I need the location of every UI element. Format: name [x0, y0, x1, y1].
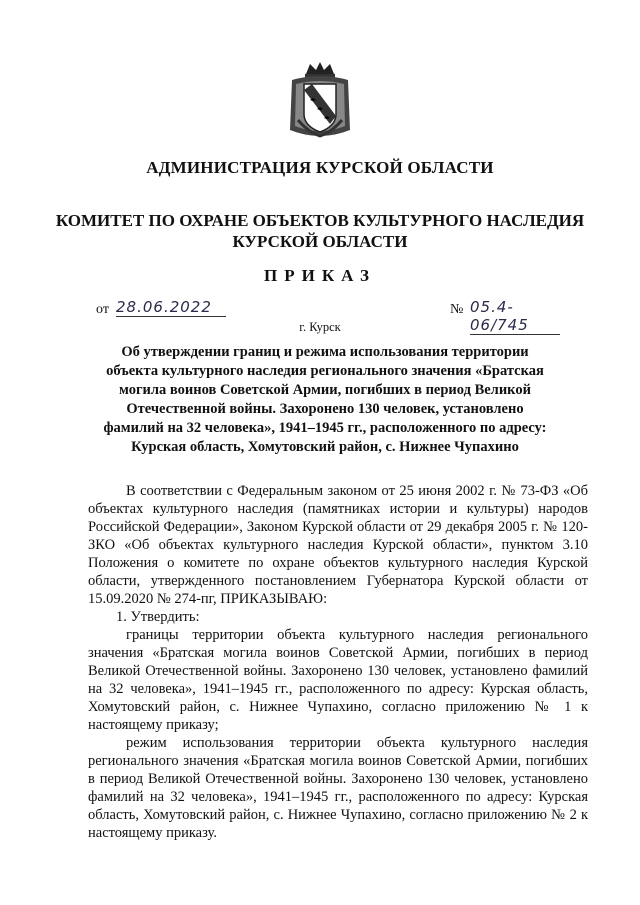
document-type: ПРИКАЗ: [264, 266, 376, 285]
order-body: [88, 482, 588, 842]
body-paragraph: 1. Утвердить:: [116, 609, 200, 625]
handwritten-date: 28.06.2022: [116, 298, 226, 317]
committee-title: [0, 210, 640, 252]
body-paragraph: границы территории объекта культурного наследия регионального значения «Братская могила воинов Советской Армии, погибших в период Великой Отечественной войны. Захоронено 130 человек, установлено фамилий на 32 человека», 1941–1945 гг., расположенного по адресу: Курская область, Хомутовский район, с. Нижнее Чупахино, согласно приложению № 1 к настоящему приказу;: [88, 627, 588, 733]
order-subject: Об утверждении границ и режима использования территории объекта культурного наследия регионального значения «Братская могила воинов Советской Армии, погибших в период Великой Отечественной войны. Захоронено 130 человек, установлено фамилий на 32 человека», 1941–1945 гг., расположенного по адресу: Курская область, Хомутовский район, с. Нижнее Чупахино: [103, 344, 547, 455]
body-paragraph: режим использования территории объекта культурного наследия регионального значения «Братская могила воинов Советской Армии, погибших в период Великой Отечественной войны. Захоронено 130 человек, установлено фамилий на 32 человека», 1941–1945 гг., расположенного по адресу: Курская область, Хомутовский район, с. Нижнее Чупахино, согласно приложению № 2 к настоящему приказу.: [88, 735, 588, 841]
committee-title-line2: КУРСКОЙ ОБЛАСТИ: [232, 232, 408, 251]
handwritten-number: 05.4-06/745: [470, 298, 560, 335]
body-paragraph: В соответствии с Федеральным законом от 25 июня 2002 г. № 73-ФЗ «Об объектах культурного наследия (памятниках истории и культуры) народов Российской Федерации», Законом Курской области от 29 декабря 2005 г. № 120-ЗКО «Об объектах культурного наследия Курской области», пунктом 3.10 Положения о комитете по охране объектов культурного наследия Курской области, утвержденного постановлением Губернатора Курской области от 15.09.2020 № 274-пг, ПРИКАЗЫВАЮ:: [88, 483, 588, 607]
organization-title: АДМИНИСТРАЦИЯ КУРСКОЙ ОБЛАСТИ: [146, 158, 494, 177]
kursk-coat-of-arms-icon: [288, 60, 352, 142]
date-prefix: от: [96, 302, 109, 317]
number-prefix: №: [450, 302, 464, 317]
city-label: г. Курск: [299, 320, 341, 334]
committee-title-line1: КОМИТЕТ ПО ОХРАНЕ ОБЪЕКТОВ КУЛЬТУРНОГО НАСЛЕДИЯ: [55, 211, 585, 230]
